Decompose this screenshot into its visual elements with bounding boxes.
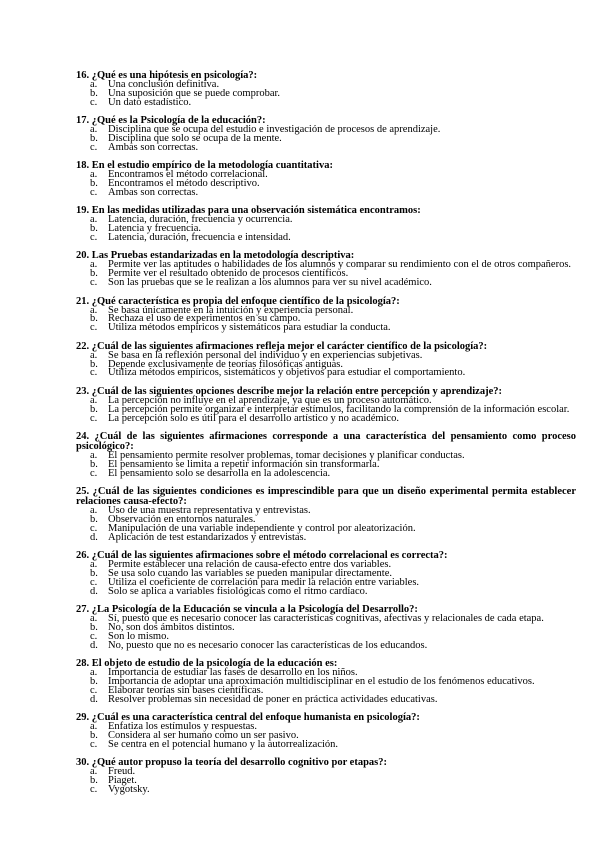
answer-option xyxy=(76,738,576,750)
option-text: Observación en entornos naturales. xyxy=(108,513,256,525)
question-block xyxy=(76,297,576,334)
option-text: Se usa solo cuando las variables se pueden manipular directamente. xyxy=(108,567,392,579)
option-letter: b. xyxy=(90,567,98,579)
option-letter: b. xyxy=(90,775,98,787)
option-letter: b. xyxy=(90,133,98,145)
option-letter: b. xyxy=(90,223,98,235)
answer-option xyxy=(76,783,576,795)
option-letter: d. xyxy=(90,693,98,705)
option-letter: c. xyxy=(90,630,98,642)
option-letter: a. xyxy=(90,766,98,778)
question-block xyxy=(76,551,576,597)
option-letter: a. xyxy=(90,214,98,226)
option-letter: b. xyxy=(90,358,98,370)
option-letter: c. xyxy=(90,277,98,289)
option-text: Latencia y frecuencia. xyxy=(108,223,201,235)
option-text: Piaget. xyxy=(108,775,137,787)
option-letter: b. xyxy=(90,313,98,325)
option-text: El pensamiento se limita a repetir información sin transformarla. xyxy=(108,458,380,470)
option-text: Latencia, duración, frecuencia e intensidad. xyxy=(108,232,291,244)
option-list xyxy=(76,504,576,543)
question-block xyxy=(76,432,576,479)
option-letter: b. xyxy=(90,621,98,633)
option-list xyxy=(76,561,576,597)
option-letter: c. xyxy=(90,232,98,244)
option-letter: b. xyxy=(90,268,98,280)
option-list xyxy=(76,669,576,705)
answer-option xyxy=(76,369,576,378)
option-letter: b. xyxy=(90,87,98,99)
option-text: Son lo mismo. xyxy=(108,630,169,642)
option-text: Importancia de adoptar una aproximación multidisciplinar en el estudio de los fenómenos educativos. xyxy=(108,675,535,687)
option-letter: a. xyxy=(90,559,98,570)
option-text: Encontramos el método descriptivo. xyxy=(108,178,260,190)
question-title: 26. ¿Cuál de las siguientes afirmaciones sobre el método correlacional es correcta?: xyxy=(76,550,448,561)
option-text: Sí, puesto que es necesario conocer las características cognitivas, afectivas y relacionales de cada etapa. xyxy=(108,613,544,625)
option-list xyxy=(76,171,576,198)
option-list xyxy=(76,304,576,334)
option-letter: a. xyxy=(90,79,98,90)
option-letter: a. xyxy=(90,394,98,406)
option-text: Enfatiza los estímulos y respuestas. xyxy=(108,721,258,733)
option-list xyxy=(76,723,576,750)
question-title: 24. ¿Cuál de las siguientes afirmaciones corresponde a una característica del pensamiento como proceso psicológico?: xyxy=(76,430,576,452)
question-block xyxy=(76,487,576,543)
answer-option xyxy=(76,412,576,424)
option-text: Aplicación de test estandarizados y entrevistas. xyxy=(108,531,307,543)
option-letter: b. xyxy=(90,403,98,415)
question-title: 29. ¿Cuál es una característica central del enfoque humanista en psicología?: xyxy=(76,712,420,724)
option-letter: d. xyxy=(90,585,98,597)
option-text: Utiliza métodos empíricos y sistemáticos para estudiar la conducta. xyxy=(108,322,391,334)
option-text: Ambas son correctas. xyxy=(108,141,199,153)
option-letter: a. xyxy=(90,721,98,733)
option-text: Latencia, duración, frecuencia y ocurrencia. xyxy=(108,214,293,226)
option-letter: b. xyxy=(90,729,98,741)
option-list xyxy=(76,261,576,288)
option-letter: c. xyxy=(90,467,98,479)
answer-option xyxy=(76,324,576,333)
question-title: 18. En el estudio empírico de la metodología cuantitativa: xyxy=(76,160,333,172)
option-text: Permite ver las aptitudes o habilidades de los alumnos y comparar su rendimiento con el de otros compañeros. xyxy=(108,259,572,271)
option-list xyxy=(76,449,576,479)
option-letter: a. xyxy=(90,667,98,679)
answer-option xyxy=(76,768,576,777)
option-text: Elaborar teorías sin bases científicas. xyxy=(108,684,264,696)
question-title: 25. ¿Cuál de las siguientes condiciones es imprescindible para que un diseño experimental permita establecer relaciones causa-efecto?: xyxy=(76,485,576,507)
option-letter: a. xyxy=(90,259,98,271)
question-title: 21. ¿Qué característica es propia del enfoque científico de la psicología?: xyxy=(76,295,400,307)
option-letter: b. xyxy=(90,458,98,470)
option-text: Utiliza métodos empíricos, sistemáticos y objetivos para estudiar el comportamiento. xyxy=(108,367,466,379)
option-letter: a. xyxy=(90,124,98,136)
question-title: 27. ¿La Psicología de la Educación se vincula a la Psicología del Desarrollo?: xyxy=(76,604,418,616)
answer-option xyxy=(76,189,576,198)
option-list xyxy=(76,394,576,424)
option-text: Disciplina que se ocupa del estudio e investigación de procesos de aprendizaje. xyxy=(108,124,441,136)
option-list xyxy=(76,349,576,379)
question-title: 20. Las Pruebas estandarizadas en la metodología descriptiva: xyxy=(76,250,355,262)
answer-option xyxy=(76,585,576,597)
option-letter: d. xyxy=(90,531,98,543)
option-list xyxy=(76,216,576,243)
option-text: Rechaza el uso de experimentos en su campo. xyxy=(108,313,301,325)
option-text: Permite establecer una relación de causa-efecto entre dos variables. xyxy=(108,559,392,570)
option-text: El pensamiento permite resolver problemas, tomar decisiones y planificar conductas. xyxy=(108,449,465,461)
option-letter: c. xyxy=(90,738,98,750)
answer-option xyxy=(76,141,576,153)
option-text: Uso de una muestra representativa y entrevistas. xyxy=(108,504,311,516)
answer-option xyxy=(76,279,576,288)
question-block xyxy=(76,387,576,424)
option-text: El pensamiento solo se desarrolla en la adolescencia. xyxy=(108,467,331,479)
option-list xyxy=(76,126,576,153)
option-text: Encontramos el método correlacional. xyxy=(108,169,268,181)
question-block xyxy=(76,161,576,198)
question-block xyxy=(76,659,576,705)
option-text: No, son dos ámbitos distintos. xyxy=(108,621,235,633)
answer-option xyxy=(76,467,576,479)
answer-option xyxy=(76,777,576,786)
question-title: 23. ¿Cuál de las siguientes opciones describe mejor la relación entre percepción y aprendizaje?: xyxy=(76,385,502,397)
option-text: Solo se aplica a variables fisiológicas como el ritmo cardíaco. xyxy=(108,585,368,597)
option-text: Manipulación de una variable independiente y control por aleatorización. xyxy=(108,522,416,534)
option-letter: b. xyxy=(90,513,98,525)
question-title: 28. El objeto de estudio de la psicología de la educación es: xyxy=(76,658,338,670)
option-text: Considera al ser humano como un ser pasivo. xyxy=(108,729,299,741)
question-title: 16. ¿Qué es una hipótesis en psicología?: xyxy=(76,70,258,81)
option-letter: c. xyxy=(90,322,98,334)
question-list xyxy=(76,71,576,803)
option-letter: a. xyxy=(90,449,98,461)
question-block xyxy=(76,342,576,379)
option-text: Freud. xyxy=(108,766,136,778)
option-letter: c. xyxy=(90,576,98,588)
option-letter: b. xyxy=(90,178,98,190)
option-letter: c. xyxy=(90,412,98,424)
option-letter: a. xyxy=(90,613,98,625)
option-letter: a. xyxy=(90,504,98,516)
option-text: Se basa en la reflexión personal del individuo y en experiencias subjetivas. xyxy=(108,349,423,361)
option-text: Son las pruebas que se le realizan a los alumnos para ver su nivel académico. xyxy=(108,277,432,289)
option-letter: c. xyxy=(90,141,98,153)
option-list xyxy=(76,615,576,651)
question-block xyxy=(76,206,576,243)
option-letter: a. xyxy=(90,349,98,361)
option-text: Disciplina que solo se ocupa de la mente. xyxy=(108,133,282,145)
question-block xyxy=(76,713,576,750)
answer-option xyxy=(76,531,576,543)
option-letter: c. xyxy=(90,96,98,108)
question-block xyxy=(76,605,576,651)
question-block xyxy=(76,71,576,108)
option-letter: c. xyxy=(90,187,98,199)
option-text: No, puesto que no es necesario conocer las características de los educandos. xyxy=(108,639,428,651)
option-text: Ambas son correctas. xyxy=(108,187,199,199)
option-text: Un dato estadístico. xyxy=(108,96,192,108)
option-letter: a. xyxy=(90,304,98,316)
option-text: Se centra en el potencial humano y la autorrealización. xyxy=(108,738,339,750)
question-block xyxy=(76,758,576,795)
option-text: Permite ver el resultado obtenido de procesos científicos. xyxy=(108,268,349,280)
option-list xyxy=(76,81,576,108)
option-text: La percepción solo es útil para el desarrollo artístico y no académico. xyxy=(108,412,399,424)
option-letter: c. xyxy=(90,367,98,379)
option-text: La percepción no influye en el aprendizaje, ya que es un proceso automático. xyxy=(108,394,432,406)
answer-option xyxy=(76,639,576,651)
option-list xyxy=(76,768,576,795)
question-title: 17. ¿Qué es la Psicología de la educación?: xyxy=(76,115,266,127)
answer-option xyxy=(76,693,576,705)
option-letter: c. xyxy=(90,522,98,534)
question-title: 19. En las medidas utilizadas para una observación sistemática encontramos: xyxy=(76,205,421,217)
option-text: Una conclusión definitiva. xyxy=(108,79,220,90)
option-letter: c. xyxy=(90,684,98,696)
answer-option xyxy=(76,96,576,108)
option-text: La percepción permite organizar e interpretar estímulos, facilitando la comprensión de la información escolar. xyxy=(108,403,570,415)
option-text: Vygotsky. xyxy=(108,783,150,795)
question-title: 22. ¿Cuál de las siguientes afirmaciones refleja mejor el carácter científico de la psicología?: xyxy=(76,340,488,352)
option-text: Se basa únicamente en la intuición y experiencia personal. xyxy=(108,304,354,316)
answer-option xyxy=(76,234,576,243)
option-text: Depende exclusivamente de teorías filosóficas antiguas. xyxy=(108,358,343,370)
option-letter: a. xyxy=(90,169,98,181)
option-text: Importancia de estudiar las fases de desarrollo en los niños. xyxy=(108,667,358,679)
option-letter: d. xyxy=(90,639,98,651)
option-letter: b. xyxy=(90,675,98,687)
question-title: 30. ¿Qué autor propuso la teoría del desarrollo cognitivo por etapas?: xyxy=(76,757,388,769)
question-block xyxy=(76,251,576,288)
option-text: Una suposición que se puede comprobar. xyxy=(108,87,281,99)
option-text: Resolver problemas sin necesidad de poner en práctica actividades educativas. xyxy=(108,693,438,705)
option-letter: c. xyxy=(90,783,98,795)
question-block xyxy=(76,116,576,153)
option-text: Utiliza el coeficiente de correlación para medir la relación entre variables. xyxy=(108,576,420,588)
